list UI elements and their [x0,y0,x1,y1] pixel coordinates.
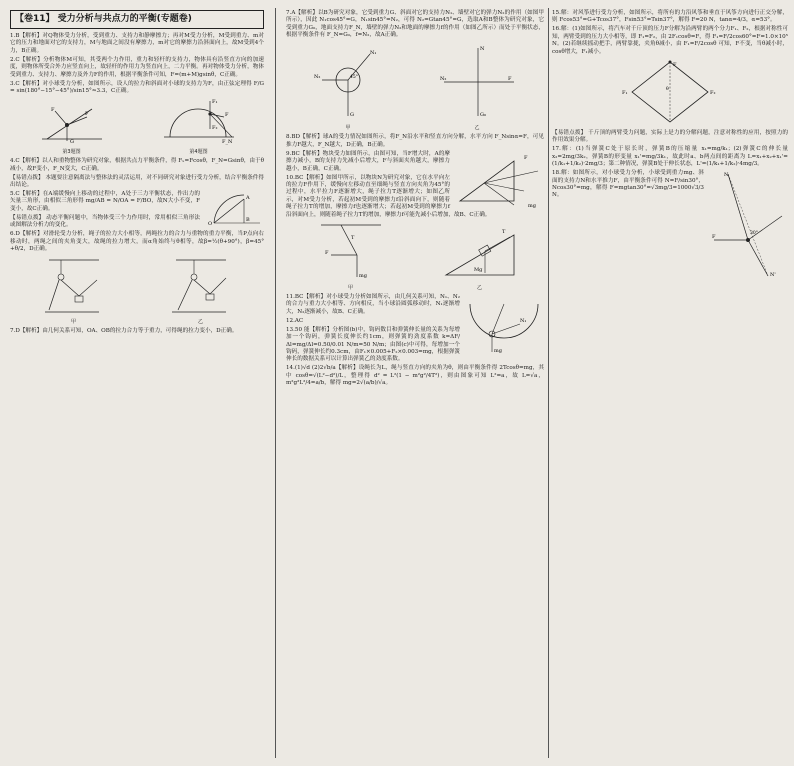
figure-10-jia [311,221,391,292]
svg-text:Mg: Mg [473,267,482,274]
figure-4 [160,97,238,156]
column-divider [548,8,549,758]
svg-text:F: F [673,62,677,69]
sphere-force-diagram [308,42,388,122]
svg-text:G: G [350,111,354,118]
svg-text:mg: mg [494,347,502,354]
svg-text:F: F [324,250,328,257]
svg-text:G₀: G₀ [480,111,486,118]
solution-11: 11.BC【解析】对小球受力分析如图所示，由几何关系可知，N₁、N₂的合力与重力大小相等、方向相反，当小球沿圆弧移动时，N₁逐渐增大，N₂逐渐减小，故B、C正确。 [286,293,460,315]
figure-row-7 [286,42,544,133]
jia-label: 甲 [345,125,351,132]
svg-text:F: F [224,112,228,119]
svg-text:F: F [508,75,512,82]
svg-text:F₂: F₂ [211,125,217,132]
jia-label: 甲 [347,284,353,291]
svg-text:T: T [501,229,505,236]
svg-text:F₁: F₁ [211,99,217,106]
semicircle-force-diagram [160,97,238,145]
svg-text:N₂: N₂ [440,75,447,82]
solution-16: 16.解：(1)如图所示，将汽车对千斤顶的压力F分解为沿两臂的两个分力F₁、F₂，根据对称性可知，两臂受到的压力大小相等，即 F₁=F₂，由 2F₁cosθ=F，得 F₁=F/2cos60°=F=1.0×10⁵ N。(2)若继续摇动把手，两臂靠拢，夹角θ减小，由 F₁=F/2cosθ 可知，F不变，当θ减小时，cosθ增大，F₁减小。 [552,26,788,55]
figure-6-jia [39,256,109,327]
pulley-diagram-jia [39,256,109,316]
tip-1: 【易错点拨】 本题要注意隔离法与整体法的灵活运用，对不同研究对象进行受力分析，结合平衡条件得出结论。 [10,174,264,189]
bowl-ball-diagram [464,294,544,354]
svg-text:F_N: F_N [221,139,232,146]
solution-8: 8.BD【解析】球A的受力情况如图所示，将F_N沿水平和竖直方向分解，水平方向 F_Nsinα=F，可见推力F越大，F_N越大，D正确，B正确。 [286,134,544,148]
svg-text:30°: 30° [750,231,758,237]
figure-3-caption: 第3题图 [62,148,81,155]
svg-text:N': N' [770,272,776,279]
wedge-ball-force-diagram [708,170,788,280]
svg-text:N: N [724,172,729,179]
section-header: 【卷11】 受力分析与共点力的平衡(专题卷) [10,10,264,29]
yi-label: 乙 [197,318,203,325]
svg-text:45°: 45° [350,74,358,80]
svg-text:F: F [712,234,716,241]
figure-7-yi [432,42,522,133]
solution-5: 5.C【解析】在A端缓慢向上移动的过程中，A处于三力平衡状态，作出力的矢量三角形，由相似三角形得 mg/AB = N/OA = F/BO，故N大小不变，F变小，故C正确。 [10,191,200,212]
block-wedge-diagram [454,151,544,209]
svg-text:B: B [246,217,250,224]
rod-rotation-diagram [204,191,264,227]
svg-text:F₁: F₁ [622,90,628,97]
figure-3 [37,97,107,156]
figure-7-jia [308,42,388,133]
incline-force-diagram [37,97,107,145]
solution-7-cont: 7.A【解析】以B为研究对象，它受到重力G、斜面对它的支持力N₁、墙壁对它的弹力N₂的作用（如图甲所示），因此 N₁cos45°=G，N₁sin45°=N₂，可得 N₂=Gtan45°=G，选取A和B整体为研究对象，它受到重力G₀，地面支持力F_N，墙壁的弹力N₂和地面的摩擦力f的作用（如图乙所示）而处于平衡状态，根据平衡条件有 F_N=G₀，f=N₂，故A正确。 [286,10,544,39]
svg-text:F: F [84,111,88,118]
solution-6: 6.D【解析】对滑轮受力分析，绳子的拉力大小相等，两绳拉力的合力与重物的重力平衡，当P点向右移动时，两绳之间的夹角变大，故绳的拉力增大，而α角始终与θ相等，故β=½(θ+90°)，β=45°+θ/2，D正确。 [10,231,264,253]
solution-7: 7.D【解析】由几何关系可知，OA、OB的拉力合力等于重力，可得绳的拉力变小，D正确。 [10,328,238,335]
solution-14: 14.(1)√d (2)2√b/a【解析】设绳长为L，绳与竖直方向的夹角为θ，则由平衡条件得 2Tcosθ=mg，其中 cosθ=√(L²−d²)/L，整理得 d² = L²(1 − m²g²/4T²)，则由图象可知 L²=a，故 L=√a，m²g²L²/4=a/b，解得 mg=2√(a/b)/√a。 [286,365,544,387]
pulley-diagram-yi [166,256,236,316]
figure-row-3-4 [10,97,264,156]
solution-18: 18.解：如图所示，对小球受力分析，小球受到重力mg、斜面的支持力N和水平推力F，由平衡条件可得 N=F/sin30°，Ncos30°=mg，解得 F=mgtan30°=√3mg/3=1000√3/3 N。 [552,170,704,199]
svg-text:G: G [69,139,74,146]
svg-text:N: N [480,45,485,52]
solution-1: 1.B【解析】对Q物体受力分析，受到重力、支持力和静摩擦力；再对M受力分析，M受到重力、m对它的压力和地面对它的支持力，M与地面之间没有摩擦力，m对它的摩擦力沿斜面向上，故M受到4个力，B正确。 [10,33,264,54]
yi-label: 乙 [476,284,482,291]
rhombus-jack-diagram [620,58,720,128]
svg-text:F: F [50,107,54,114]
solution-9: 9.BC【解析】物块受力如图所示，由图可知，当F增大时，A的摩擦力减小，B的支持力先减小后增大，F与斜面夹角越大，摩擦力越小，B正确，C正确。 [286,150,450,172]
svg-text:mg: mg [528,202,536,209]
jia-label: 甲 [70,318,76,325]
solution-3: 3.C【解析】对小球受力分析，如图所示，设人的拉力和斜面对小球的支持力为F，由正弦定理得 F/G = sin(180°−15°−45°)/sin15°≈3.3，C正确。 [10,80,264,95]
solution-10: 10.BC【解析】如图甲所示，以物块N为研究对象，它在水平向左的拉力F作用下，缓慢向左移动直至细绳与竖直方向夹角为45°的过程中，水平拉力F逐渐增大，绳子拉力T逐渐增大；如图乙所示，对M受力分析，若起初M受到的摩擦力f沿斜面向下，则随着绳子拉力T的增加，摩擦力f也逐渐增大；若起初M受到的摩擦力f沿斜面向上，则随着绳子拉力T的增加，摩擦力f可能先减小后增加，故B、C正确。 [286,174,491,218]
tip-2: 【易错点拨】 动态平衡问题中，当物体受三个力作用时，常用相似三角形法或图解法分析力的变化。 [10,214,200,229]
figure-10-yi [440,221,520,292]
svg-text:θ: θ [666,87,669,93]
column-3 [552,10,788,282]
svg-text:O: O [208,221,213,228]
solution-15: 15.解：对风筝进行受力分析，如图所示，将所有的力沿风筝和垂直于风筝方向进行正交分解，则 Fcos53°=G+Tcos37°，Fsin53°=Tsin37°，解得 F=20 N，tanα=4/3，α=53°。 [552,10,788,24]
svg-text:F: F [524,154,528,161]
svg-text:N₂: N₂ [314,73,321,80]
solution-4: 4.C【解析】以人和重物整体为研究对象，根据共点力平衡条件，得 Fₓ=Fcosθ，F_N=Gsinθ，由于θ减小，故F变小，F_N变大，C正确。 [10,158,264,172]
figure-row-6 [10,256,264,327]
svg-text:mg: mg [358,273,367,280]
svg-text:N₁: N₁ [520,317,527,324]
svg-text:F₂: F₂ [710,90,716,97]
column-2 [286,10,544,389]
column-1 [10,10,264,337]
hanging-block-diagram [311,221,391,281]
figure-row-10 [286,221,544,292]
solution-2: 2.C【解析】分析物体M可知，其受两个力作用，重力和轻杆的支持力，物体具有沿竖直方向的加速度，则物体所受合外力应竖直向上，故轻杆的作用力为竖直向上，二力平衡。再对物体受力分析，物体受到重力、支持力、摩擦力及外力F的作用，根据平衡条件可知，F=(m+M)gsinθ，C正确。 [10,56,264,78]
system-force-diagram [432,42,522,122]
svg-text:T: T [350,235,354,242]
solution-12: 12.AC [286,317,304,324]
figure-6-yi [166,256,236,327]
incline-pulley-diagram [440,221,520,281]
yi-label: 乙 [474,125,480,132]
solution-13: 13.50 能【解析】分析图(b)中，钩码数目和弹簧伸长量的关系为每增加一个钩码，弹簧长度伸长约1cm，则弹簧的劲度系数 k=ΔF/Δl=mg/Δl=0.50/0.01 N/m=50 N/m；由图(c)中可得，每增加一个钩码，弹簧伸长约0.3cm，由F₁×0.005+F₂×0.003=mg，根据弹簧伸长的数据关系可以计算出弹簧乙的劲度系数。 [286,326,460,363]
column-divider [275,8,276,758]
tip-3: 【易错点拨】 千斤顶的两臂受力问题，实际上是力的分解问题，注意对称性的应用，按照力的作用效果分解。 [552,130,788,144]
figure-4-caption: 第4题图 [189,148,208,155]
svg-text:N₁: N₁ [370,49,377,56]
svg-text:A: A [246,195,250,202]
solution-17: 17.解：(1)当弹簧C处于原长时，弹簧B的压缩量 x₁=mg/k₁；(2)弹簧C的伸长量 x₂=2mg/3k₂，弹簧B的形变量 x₁'=mg/3k₁，故此时a、b两点间的距离为 L=x₁+x₂+x₁'=(1/k₁+1/k₂)·2mg/3；第二种情况，弹簧B处于伸长状态，L'=(1/k₁+1/k₂)·4mg/3。 [552,146,788,168]
